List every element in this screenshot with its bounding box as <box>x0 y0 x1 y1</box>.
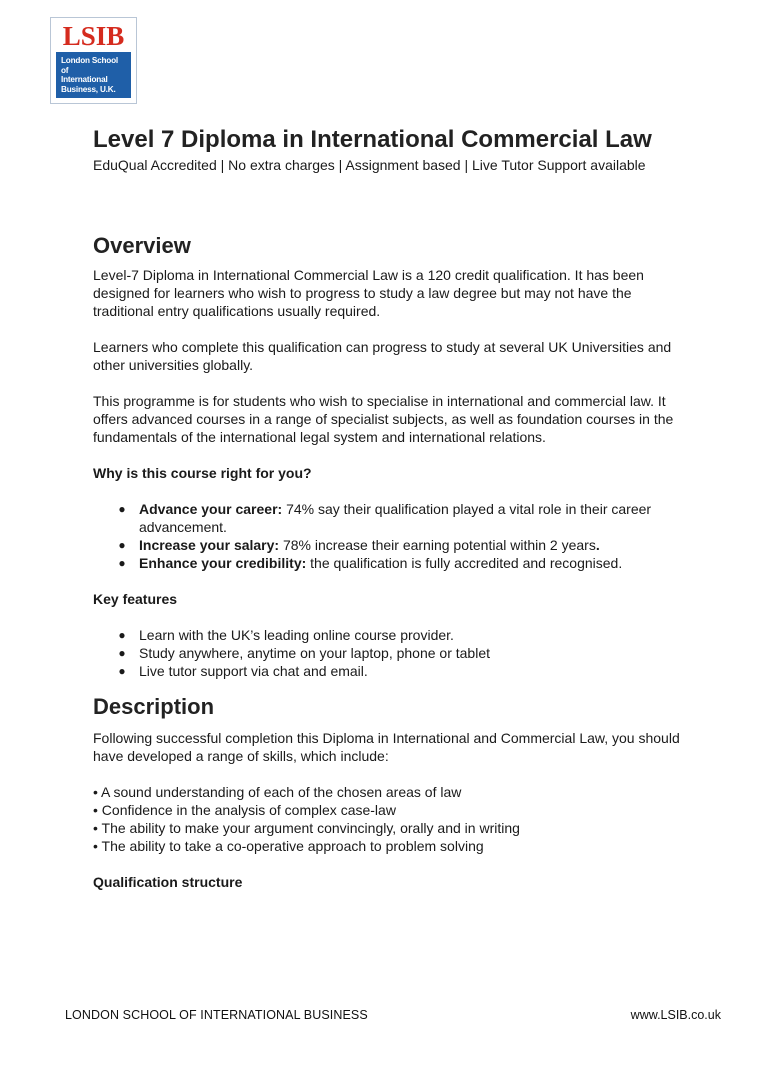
why-item-2-bold: Increase your salary: <box>139 537 280 553</box>
logo-line-3: Business, U.K. <box>61 84 116 94</box>
feature-item-1 <box>116 626 683 644</box>
why-item-1-text: 74% say their qualification played a vital role in their career advancement. <box>139 501 652 535</box>
why-item-1 <box>116 500 683 536</box>
bullet-icon: ● <box>118 664 126 678</box>
lsib-logo <box>50 17 137 104</box>
why-heading: Why is this course right for you? <box>93 465 312 481</box>
overview-paragraph-3: This programme is for students who wish to specialise in international and commercial law. It offers advanced courses in a range of specialist subjects, as well as foundation courses in the fundamentals of the international legal system and international relations. <box>93 393 674 445</box>
logo-wordmark: LSIB <box>62 21 125 51</box>
skills-list <box>93 783 683 855</box>
why-item-3-bold: Enhance your credibility: <box>139 555 307 571</box>
why-item-2-end: . <box>595 537 600 553</box>
skill-item-3: • The ability to make your argument convincingly, orally and in writing <box>93 820 520 836</box>
description-intro: Following successful completion this Diploma in International and Commercial Law, you should have developed a range of skills, which include: <box>93 730 680 764</box>
footer-school-name: LONDON SCHOOL OF INTERNATIONAL BUSINESS <box>65 1008 368 1022</box>
bullet-icon: ● <box>118 646 126 660</box>
why-item-2 <box>116 536 683 554</box>
feature-item-1-text: Learn with the UK’s leading online course provider. <box>139 627 454 643</box>
logo-subtitle-box <box>56 52 131 98</box>
logo-line-2: International <box>61 75 108 85</box>
page-subtitle: EduQual Accredited | No extra charges | Assignment based | Live Tutor Support available <box>93 157 646 173</box>
bullet-icon: ● <box>118 628 126 642</box>
logo-line-1: London School of <box>61 56 118 75</box>
page-title: Level 7 Diploma in International Commercial Law <box>93 126 652 153</box>
why-item-2-text: 78% increase their earning potential within 2 years <box>279 537 596 553</box>
overview-paragraph-2: Learners who complete this qualification can progress to study at several UK Universities and other universities globally. <box>93 339 672 373</box>
skill-item-1: • A sound understanding of each of the chosen areas of law <box>93 784 462 800</box>
feature-item-2-text: Study anywhere, anytime on your laptop, phone or tablet <box>139 645 490 661</box>
description-heading: Description <box>93 694 215 719</box>
why-item-3 <box>116 554 683 572</box>
overview-heading: Overview <box>93 233 191 258</box>
logo-mark <box>54 21 133 100</box>
features-list <box>116 626 683 680</box>
why-list <box>116 500 683 572</box>
why-item-3-text: the qualification is fully accredited and recognised. <box>306 555 623 571</box>
features-heading: Key features <box>93 591 178 607</box>
bullet-icon: ● <box>118 556 126 570</box>
document-body <box>93 126 683 891</box>
skill-item-2: • Confidence in the analysis of complex case-law <box>93 802 396 818</box>
overview-paragraph-1: Level-7 Diploma in International Commercial Law is a 120 credit qualification. It has been designed for learners who wish to progress to study a law degree but may not have the traditional entry qualifications usually required. <box>93 267 644 319</box>
bullet-icon: ● <box>118 502 126 516</box>
feature-item-3-text: Live tutor support via chat and email. <box>139 663 368 679</box>
why-item-1-bold: Advance your career: <box>139 501 283 517</box>
bullet-icon: ● <box>118 538 126 552</box>
feature-item-3 <box>116 662 683 680</box>
feature-item-2 <box>116 644 683 662</box>
qualification-structure-heading: Qualification structure <box>93 874 243 890</box>
skill-item-4: • The ability to take a co-operative approach to problem solving <box>93 838 484 854</box>
footer-website: www.LSIB.co.uk <box>630 1008 721 1022</box>
